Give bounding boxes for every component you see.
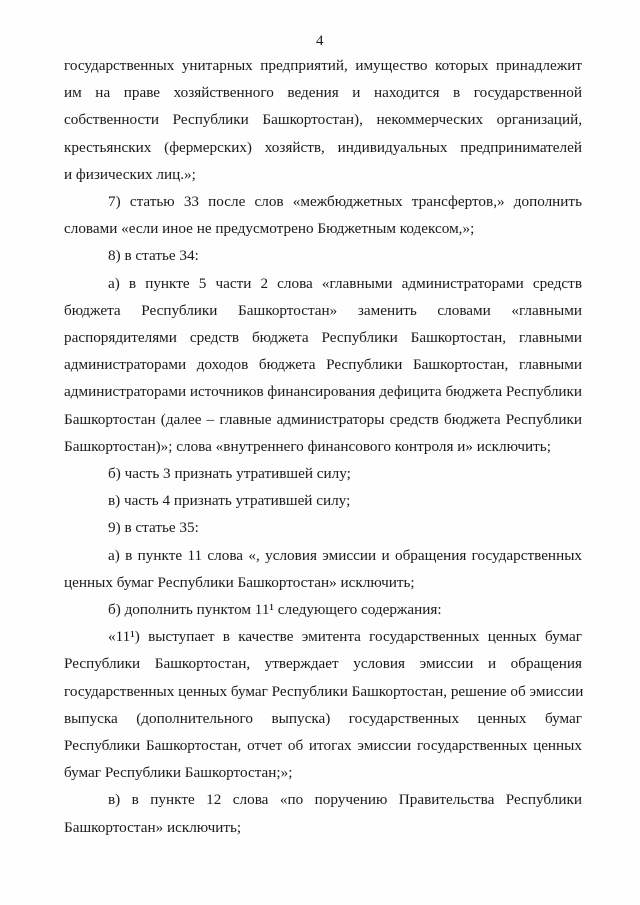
paragraph-item-8 — [64, 242, 582, 269]
paragraph-item-9 — [64, 514, 582, 541]
text-line: бумаг Республики Башкортостан;»; — [64, 764, 293, 782]
text-line: администраторами доходов бюджета Республики Башкортостан, главными — [64, 356, 582, 374]
text-line: в) часть 4 признать утратившей силу; — [108, 492, 351, 510]
paragraph-item-8a — [64, 270, 582, 460]
text-line: 8) в статье 34: — [108, 247, 199, 265]
text-line: распорядителями средств бюджета Республики Башкортостан, главными — [64, 329, 582, 347]
text-line: им на праве хозяйственного ведения и находится в государственной — [64, 84, 582, 102]
paragraph-1 — [64, 52, 582, 188]
text-line: собственности Республики Башкортостан), некоммерческих организаций, — [64, 111, 582, 129]
text-line: «11¹) выступает в качестве эмитента государственных ценных бумаг — [108, 628, 582, 646]
text-line: Башкортостан» исключить; — [64, 818, 242, 836]
paragraph-item-7 — [64, 188, 582, 242]
paragraph-item-8b — [64, 460, 582, 487]
paragraph-item-8c — [64, 487, 582, 514]
text-line: Башкортостан)»; слова «внутреннего финансового контроля и» исключить; — [64, 437, 551, 455]
text-line: Башкортостан (далее – главные администраторы средств бюджета Республики — [64, 410, 582, 428]
text-line: б) часть 3 признать утратившей силу; — [108, 465, 351, 483]
paragraph-item-9b — [64, 596, 582, 623]
paragraph-item-9c — [64, 786, 582, 840]
text-line: администраторами источников финансирования дефицита бюджета Республики — [64, 383, 583, 401]
page-number: 4 — [316, 33, 324, 49]
text-line: Республики Башкортостан, утверждает условия эмиссии и обращения — [64, 655, 582, 673]
text-line: государственных ценных бумаг Республики Башкортостан, решение об эмиссии — [64, 682, 584, 700]
text-line: бюджета Республики Башкортостан» заменить словами «главными — [64, 301, 582, 319]
text-line: а) в пункте 11 слова «, условия эмиссии и обращения государственных — [108, 546, 582, 564]
paragraph-item-9a — [64, 542, 582, 596]
text-line: ценных бумаг Республики Башкортостан» исключить; — [64, 573, 415, 591]
text-line: 9) в статье 35: — [108, 519, 199, 537]
document-body — [64, 52, 582, 841]
text-line: Республики Башкортостан, отчет об итогах эмиссии государственных ценных — [64, 737, 582, 755]
text-line: 7) статью 33 после слов «межбюджетных трансфертов,» дополнить — [108, 193, 582, 211]
text-line: крестьянских (фермерских) хозяйств, индивидуальных предпринимателей — [64, 138, 582, 156]
text-line: в) в пункте 12 слова «по поручению Правительства Республики — [108, 791, 582, 809]
text-line: государственных унитарных предприятий, имущество которых принадлежит — [64, 57, 582, 74]
text-line: словами «если иное не предусмотрено Бюджетным кодексом,»; — [64, 220, 475, 238]
text-line: выпуска (дополнительного выпуска) государственных ценных бумаг — [64, 709, 582, 727]
text-line: а) в пункте 5 части 2 слова «главными администраторами средств — [108, 274, 582, 292]
text-line: и физических лиц.»; — [64, 165, 196, 183]
text-line: б) дополнить пунктом 11¹ следующего содержания: — [108, 601, 442, 619]
paragraph-item-11-1 — [64, 623, 582, 786]
